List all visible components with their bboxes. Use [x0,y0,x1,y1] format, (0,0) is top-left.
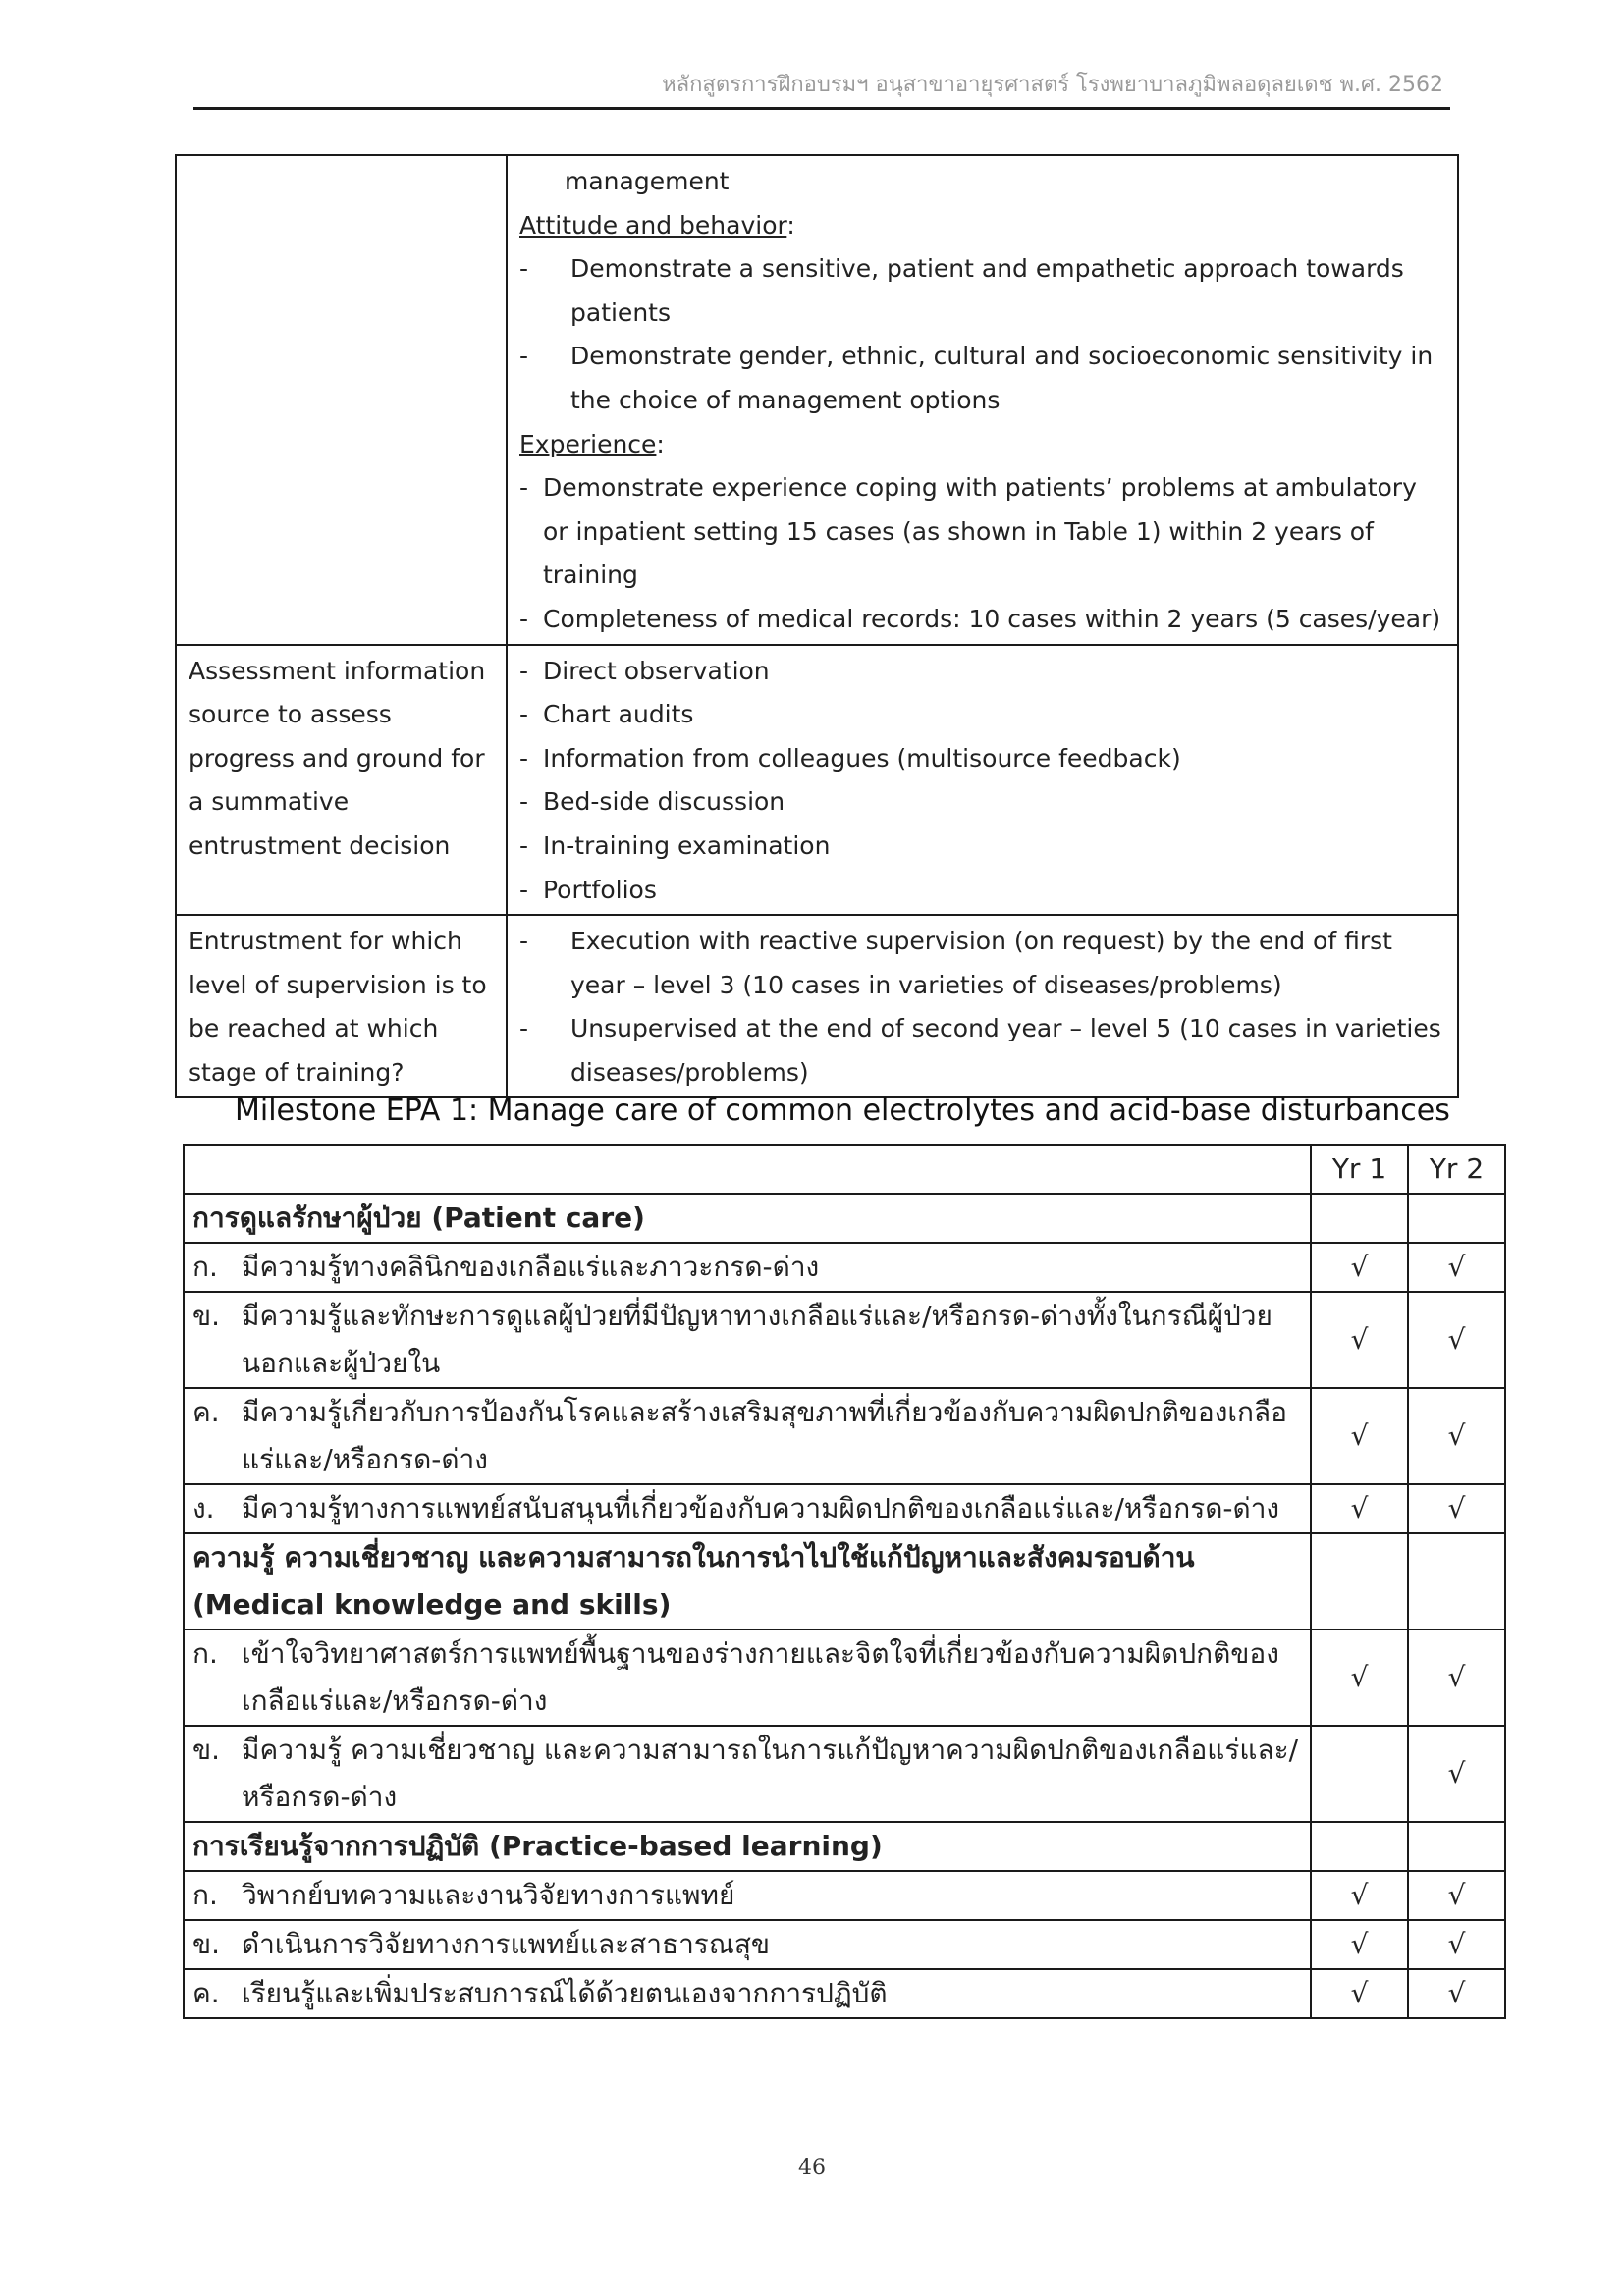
section-title: การเรียนรู้จากการปฏิบัติ (Practice-based learning) [184,1822,1311,1871]
yr2-check-cell [1408,1388,1505,1484]
milestone-item-cell [184,1969,1311,2018]
milestone-item-row [184,1629,1505,1726]
milestone-item-cell [184,1726,1311,1822]
item-text: ดำเนินการวิจัยทางการแพทย์และสาธารณสุข [242,1928,771,1960]
section-empty-cell [1408,1533,1505,1629]
item-key: ง. [192,1492,215,1524]
check-mark-icon: √ [1350,1419,1369,1452]
milestone-header-row [184,1145,1505,1194]
milestone-item-row [184,1243,1505,1292]
check-mark-icon: √ [1447,1492,1466,1524]
epa-row-requirements [176,155,1458,645]
section-row [184,1194,1505,1243]
item-text: วิพากย์บทความและงานวิจัยทางการแพทย์ [242,1879,735,1911]
header-rule [193,107,1450,110]
item-key: ก. [192,1637,218,1670]
milestone-item-row [184,1484,1505,1533]
section-title: การดูแลรักษาผู้ป่วย (Patient care) [184,1194,1311,1243]
yr2-header: Yr 2 [1408,1145,1505,1194]
yr1-check-cell [1311,1920,1408,1969]
section-empty-cell [1311,1194,1408,1243]
entrustment-item: - Execution with reactive supervision (on request) by the end of first year – level 3 (10 cases in varieties of diseases/problems) [519,927,1392,999]
entrustment-label: Entrustment for which level of supervision is to be reached at which stage of training? [176,915,507,1097]
item-text: เข้าใจวิทยาศาสตร์การแพทย์พื้นฐานของร่างกายและจิตใจที่เกี่ยวข้องกับความผิดปกติของเกลือแร่และ/หรือกรด-ด่าง [242,1637,1279,1717]
item-key: ก. [192,1251,218,1283]
check-mark-icon: √ [1447,1757,1466,1789]
header-blank-cell [184,1145,1311,1194]
milestone-item-cell [184,1484,1311,1533]
epa-continuation-table [175,154,1459,1098]
milestone-item-cell [184,1388,1311,1484]
yr1-check-cell [1311,1969,1408,2018]
epa-row-entrustment [176,915,1458,1097]
yr2-check-cell [1408,1871,1505,1920]
assessment-items-cell [507,645,1458,916]
yr1-check-cell [1311,1484,1408,1533]
yr2-check-cell [1408,1726,1505,1822]
epa-row-label [176,155,507,645]
yr1-check-cell [1311,1292,1408,1388]
check-mark-icon: √ [1447,1977,1466,2009]
page-number: 46 [798,2156,826,2180]
assessment-item: - In-training examination [519,830,831,860]
assessment-item: - Chart audits [519,700,694,729]
assessment-item: - Information from colleagues (multisource feedback) [519,743,1181,773]
yr1-check-cell [1311,1629,1408,1726]
check-mark-icon: √ [1447,1419,1466,1452]
yr2-check-cell [1408,1292,1505,1388]
attitude-heading: Attitude and behavior [519,210,787,240]
assessment-label: Assessment information source to assess progress and ground for a summative entrustment decision [176,645,507,916]
yr2-check-cell [1408,1629,1505,1726]
experience-item: - Demonstrate experience coping with patients’ problems at ambulatory or inpatient setting 15 cases (as shown in Table 1) within 2 years of training [519,473,1417,590]
assessment-item: - Direct observation [519,656,770,685]
milestone-item-row [184,1726,1505,1822]
section-row [184,1822,1505,1871]
item-key: ค. [192,1977,220,2009]
section-empty-cell [1311,1533,1408,1629]
section-title: ความรู้ ความเชี่ยวชาญ และความสามารถในการนำไปใช้แก้ปัญหาและสังคมรอบด้าน (Medical knowledge and skills) [184,1533,1311,1629]
entrustment-item: - Unsupervised at the end of second year – level 5 (10 cases in varieties diseases/problems) [519,1014,1441,1087]
milestone-table [183,1144,1506,2019]
check-mark-icon: √ [1350,1492,1369,1524]
section-empty-cell [1311,1822,1408,1871]
item-text: มีความรู้และทักษะการดูแลผู้ป่วยที่มีปัญหาทางเกลือแร่และ/หรือกรด-ด่างทั้งในกรณีผู้ป่วยนอกและผู้ป่วยใน [242,1300,1272,1379]
epa-requirements-cell [507,155,1458,645]
yr1-check-cell [1311,1726,1408,1822]
management-tail: management [565,167,730,195]
item-text: มีความรู้ทางการแพทย์สนับสนุนที่เกี่ยวข้องกับความผิดปกติของเกลือแร่และ/หรือกรด-ด่าง [242,1492,1280,1524]
check-mark-icon: √ [1447,1879,1466,1911]
milestone-item-row [184,1292,1505,1388]
item-key: ค. [192,1396,220,1428]
check-mark-icon: √ [1350,1661,1369,1693]
milestone-item-cell [184,1871,1311,1920]
experience-heading-line: Experience: [519,429,665,458]
attitude-item: - Demonstrate a sensitive, patient and empathetic approach towards patients [519,254,1404,327]
attitude-item: - Demonstrate gender, ethnic, cultural and socioeconomic sensitivity in the choice of management options [519,342,1434,414]
epa-row-assessment [176,645,1458,916]
check-mark-icon: √ [1447,1251,1466,1283]
running-header: หลักสูตรการฝึกอบรมฯ อนุสาขาอายุรศาสตร์ โรงพยาบาลภูมิพลอดุลยเดช พ.ศ. 2562 [662,73,1443,97]
milestone-item-cell [184,1292,1311,1388]
check-mark-icon: √ [1350,1323,1369,1356]
milestone-item-row [184,1969,1505,2018]
yr1-header: Yr 1 [1311,1145,1408,1194]
milestone-item-row [184,1920,1505,1969]
milestone-title: Milestone EPA 1: Manage care of common electrolytes and acid-base disturbances [235,1094,1450,1128]
milestone-item-row [184,1871,1505,1920]
item-key: ข. [192,1300,221,1332]
check-mark-icon: √ [1447,1928,1466,1960]
attitude-heading-line: Attitude and behavior: [519,210,795,240]
item-key: ข. [192,1928,221,1960]
yr2-check-cell [1408,1484,1505,1533]
item-text: เรียนรู้และเพิ่มประสบการณ์ได้ด้วยตนเองจากการปฏิบัติ [242,1977,888,2009]
milestone-item-cell [184,1629,1311,1726]
check-mark-icon: √ [1350,1928,1369,1960]
yr1-check-cell [1311,1871,1408,1920]
yr2-check-cell [1408,1920,1505,1969]
yr2-check-cell [1408,1969,1505,2018]
item-key: ก. [192,1879,218,1911]
item-key: ข. [192,1734,221,1766]
check-mark-icon: √ [1447,1661,1466,1693]
item-text: มีความรู้ทางคลินิกของเกลือแร่และภาวะกรด-ด่าง [242,1251,820,1283]
check-mark-icon: √ [1447,1323,1466,1356]
check-mark-icon: √ [1350,1251,1369,1283]
check-mark-icon: √ [1350,1879,1369,1911]
experience-item: - Completeness of medical records: 10 cases within 2 years (5 cases/year) [519,604,1441,633]
item-text: มีความรู้เกี่ยวกับการป้องกันโรคและสร้างเสริมสุขภาพที่เกี่ยวข้องกับความผิดปกติของเกลือแร่และ/หรือกรด-ด่าง [242,1396,1287,1475]
milestone-item-row [184,1388,1505,1484]
section-empty-cell [1408,1194,1505,1243]
check-mark-icon: √ [1350,1977,1369,2009]
milestone-item-cell [184,1243,1311,1292]
milestone-item-cell [184,1920,1311,1969]
yr1-check-cell [1311,1243,1408,1292]
yr2-check-cell [1408,1243,1505,1292]
assessment-item: - Bed-side discussion [519,787,785,817]
experience-heading: Experience [519,429,657,458]
section-row [184,1533,1505,1629]
entrustment-items-cell [507,915,1458,1097]
item-text: มีความรู้ ความเชี่ยวชาญ และความสามารถในการแก้ปัญหาความผิดปกติของเกลือแร่และ/หรือกรด-ด่าง [242,1734,1299,1813]
yr1-check-cell [1311,1388,1408,1484]
assessment-item: - Portfolios [519,875,657,904]
section-empty-cell [1408,1822,1505,1871]
